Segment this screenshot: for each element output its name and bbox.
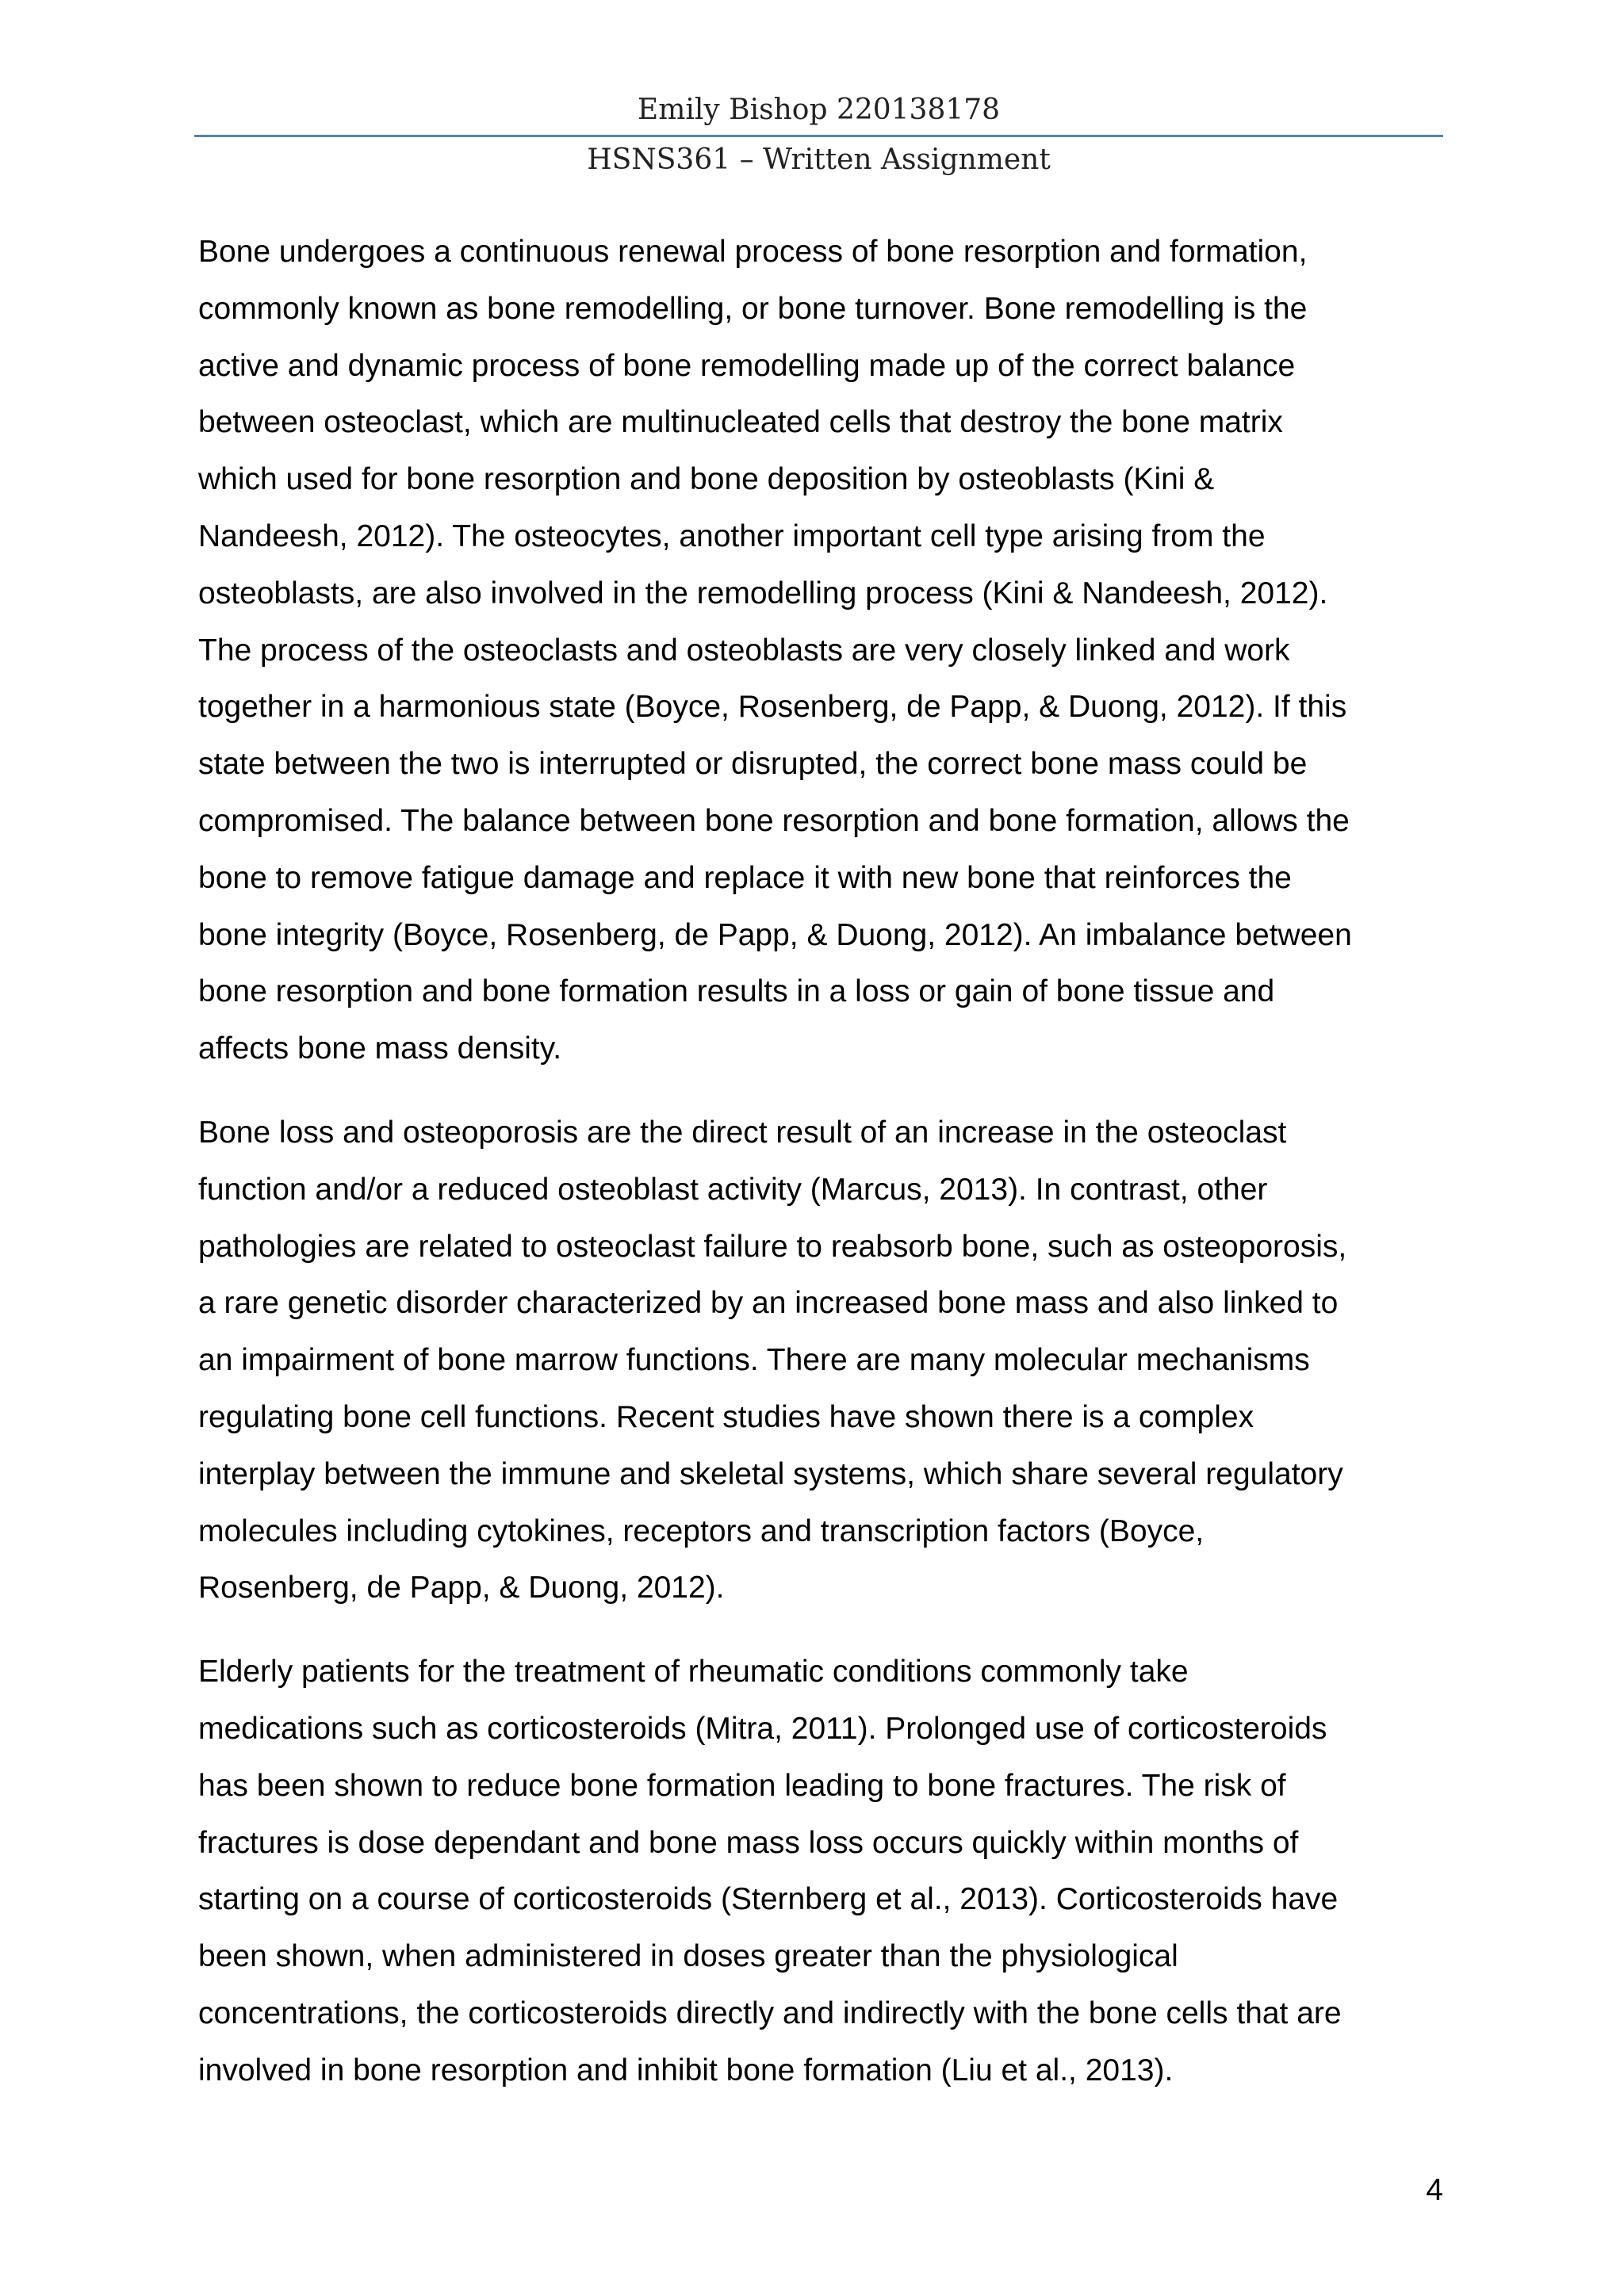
document-body [198,224,1439,2126]
text-line: bone to remove fatigue damage and replace it with new bone that reinforces the [198,860,1292,895]
text-line: The process of the osteoclasts and osteoblasts are very closely linked and work [198,633,1290,668]
text-line: interplay between the immune and skeletal systems, which share several regulatory [198,1456,1343,1491]
text-line: together in a harmonious state (Boyce, Rosenberg, de Papp, & Duong, 2012). If this [198,690,1347,725]
paragraph-bone-loss [198,1104,1439,1617]
text-line: Bone undergoes a continuous renewal process of bone resorption and formation, [198,235,1308,269]
text-line: Nandeesh, 2012). The osteocytes, another important cell type arising from the [198,519,1266,553]
text-line: between osteoclast, which are multinucleated cells that destroy the bone matrix [198,405,1283,440]
header-subtitle: HSNS361 – Written Assignment [587,144,1051,176]
text-line: regulating bone cell functions. Recent studies have shown there is a complex [198,1399,1254,1434]
text-line: Elderly patients for the treatment of rheumatic conditions commonly take [198,1655,1189,1689]
text-line: molecules including cytokines, receptors and transcription factors (Boyce, [198,1513,1205,1548]
page-header [194,86,1443,183]
text-line: fractures is dose dependant and bone mass loss occurs quickly within months of [198,1825,1299,1860]
text-line: bone integrity (Boyce, Rosenberg, de Papp, & Duong, 2012). An imbalance between [198,917,1352,952]
text-line: concentrations, the corticosteroids directly and indirectly with the bone cells that are [198,1996,1342,2030]
text-line: an impairment of bone marrow functions. There are many molecular mechanisms [198,1343,1310,1378]
text-line: has been shown to reduce bone formation leading to bone fractures. The risk of [198,1768,1286,1803]
text-line: state between the two is interrupted or disrupted, the correct bone mass could be [198,747,1308,782]
text-line: a rare genetic disorder characterized by an increased bone mass and also linked to [198,1286,1339,1321]
text-line: Rosenberg, de Papp, & Duong, 2012). [198,1571,725,1605]
text-line: pathologies are related to osteoclast failure to reabsorb bone, such as osteoporosis, [198,1229,1347,1264]
text-line: involved in bone resorption and inhibit bone formation (Liu et al., 2013). [198,2053,1174,2087]
text-line: active and dynamic process of bone remodelling made up of the correct balance [198,348,1296,383]
text-line: been shown, when administered in doses greater than the physiological [198,1939,1178,1974]
paragraph-bone-remodelling [198,224,1439,1077]
text-line: starting on a course of corticosteroids (Sternberg et al., 2013). Corticosteroids have [198,1882,1339,1917]
paragraph-corticosteroids [198,1644,1439,2099]
text-line: medications such as corticosteroids (Mitra, 2011). Prolonged use of corticosteroids [198,1711,1327,1746]
text-line: compromised. The balance between bone resorption and bone formation, allows the [198,803,1350,838]
text-line: function and/or a reduced osteoblast activity (Marcus, 2013). In contrast, other [198,1172,1268,1207]
page-number: 4 [1426,2173,1443,2207]
text-line: commonly known as bone remodelling, or bone turnover. Bone remodelling is the [198,291,1308,326]
text-line: affects bone mass density. [198,1031,562,1066]
text-line: osteoblasts, are also involved in the remodelling process (Kini & Nandeesh, 2012). [198,576,1328,610]
text-line: which used for bone resorption and bone deposition by osteoblasts (Kini & [198,462,1215,497]
header-author-id: Emily Bishop 220138178 [637,94,1001,126]
text-line: bone resorption and bone formation results in a loss or gain of bone tissue and [198,974,1275,1009]
text-line: Bone loss and osteoporosis are the direct result of an increase in the osteoclast [198,1115,1287,1150]
